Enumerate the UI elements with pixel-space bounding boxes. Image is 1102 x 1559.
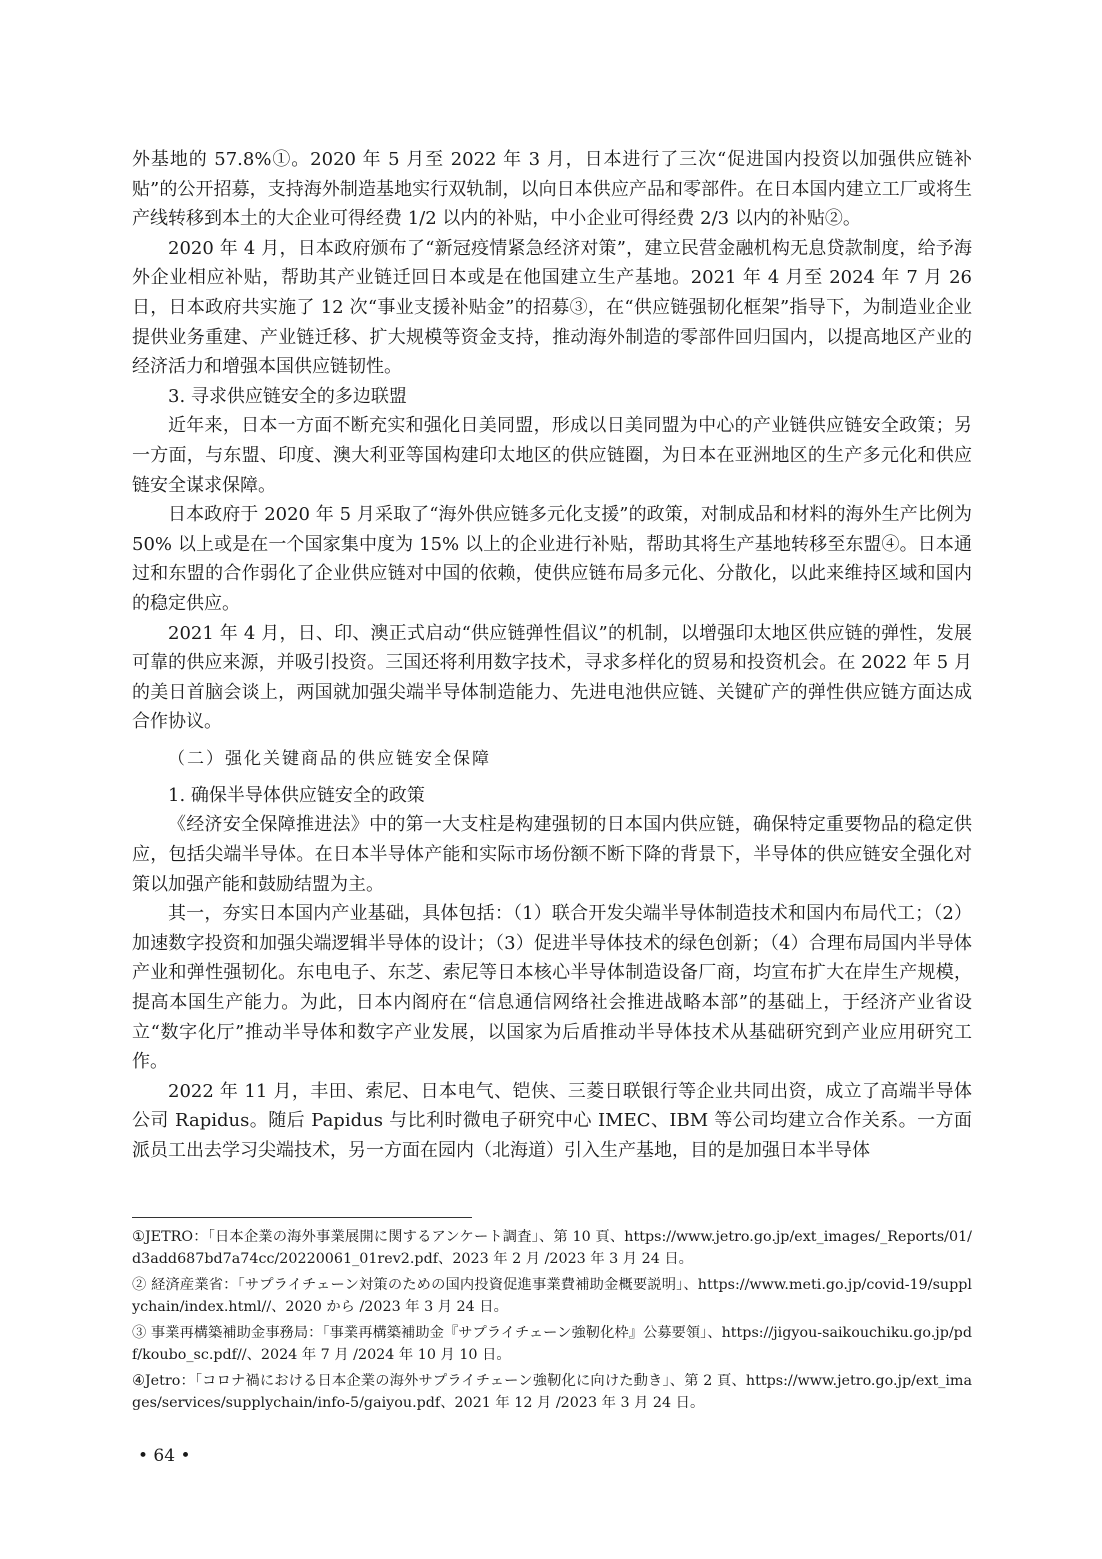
subheading: 3. 寻求供应链安全的多边联盟 bbox=[168, 385, 407, 407]
paragraph: 日本政府于 2020 年 5 月采取了“海外供应链多元化支援”的政策，对制成品和材料的海外生产比例为 50% 以上或是在一个国家集中度为 15% 以上的企业进行补贴，帮助其将生产基地转移至东盟④。日本通过和东盟的合作弱化了企业供应链对中国的依赖，使供应链布局多元化、分散化，以此来维持区域和国内的稳定供应。 bbox=[132, 504, 972, 614]
paragraph: 近年来，日本一方面不断充实和强化日美同盟，形成以日美同盟为中心的产业链供应链安全政策；另一方面，与东盟、印度、澳大利亚等国构建印太地区的供应链圈，为日本在亚洲地区的生产多元化和供应链安全谋求保障。 bbox=[132, 415, 972, 496]
main-text bbox=[132, 145, 972, 1166]
paragraph: 2021 年 4 月，日、印、澳正式启动“供应链弹性倡议”的机制，以增强印太地区供应链的弹性，发展可靠的供应来源，并吸引投资。三国还将利用数字技术，寻求多样化的贸易和投资机会。在 2022 年 5 月的美日首脑会谈上，两国就加强尖端半导体制造能力、先进电池供应链、关键矿产的弹性供应链方面达成合作协议。 bbox=[132, 622, 972, 733]
paragraph: 2022 年 11 月，丰田、索尼、日本电气、铠侠、三菱日联银行等企业共同出资，成立了高端半导体公司 Rapidus。随后 Papidus 与比利时微电子研究中心 IMEC、IBM 等公司均建立合作关系。一方面派员工出去学习尖端技术，另一方面在园内（北海道）引入生产基地，目的是加强日本半导体 bbox=[132, 1080, 972, 1161]
footnote: ② 経済産業省：「サプライチェーン対策のための国内投資促進事業費補助金概要説明」、https://www.meti.go.jp/covid-19/supplychain/index.html//、2020 から /2023 年 3 月 24 日。 bbox=[132, 1277, 972, 1315]
paragraph: 2020 年 4 月，日本政府颁布了“新冠疫情紧急经济对策”，建立民营金融机构无息贷款制度，给予海外企业相应补贴，帮助其产业链迁回日本或是在他国建立生产基地。2021 年 4 月至 2024 年 7 月 26 日，日本政府共实施了 12 次“事业支援补贴金”的招募③，在“供应链强韧化框架”指导下，为制造业企业提供业务重建、产业链迁移、扩大规模等资金支持，推动海外制造的零部件回归国内，以提高地区产业的经济活力和增强本国供应链韧性。 bbox=[132, 237, 972, 378]
section-heading: （二）强化关键商品的供应链安全保障 bbox=[168, 748, 491, 769]
footnote: ④Jetro：「コロナ禍における日本企業の海外サプライチェーン強靭化に向けた動き」、第 2 頁、https://www.jetro.go.jp/ext_images/services/supplychain/info-5/gaiyou.pdf、2021 年 12 月 /2023 年 3 月 24 日。 bbox=[132, 1373, 972, 1411]
footnote-divider bbox=[132, 1217, 472, 1218]
footnotes bbox=[132, 1226, 972, 1418]
page-number: • 64 • bbox=[138, 1446, 191, 1466]
footnote: ①JETRO：「日本企業の海外事業展開に関するアンケート調査」、第 10 頁、https://www.jetro.go.jp/ext_images/_Reports/01/d3add687bd7a74cc/20220061_01rev2.pdf、2023 年 2 月 /2023 年 3 月 24 日。 bbox=[132, 1229, 972, 1267]
paragraph: 其一，夯实日本国内产业基础，具体包括：（1）联合开发尖端半导体制造技术和国内布局代工；（2）加速数字投资和加强尖端逻辑半导体的设计；（3）促进半导体技术的绿色创新；（4）合理布局国内半导体产业和弹性强韧化。东电电子、东芝、索尼等日本核心半导体制造设备厂商，均宣布扩大在岸生产规模，提高本国生产能力。为此，日本内阁府在“信息通信网络社会推进战略本部”的基础上，于经济产业省设立“数字化厅”推动半导体和数字产业发展，以国家为后盾推动半导体技术从基础研究到产业应用研究工作。 bbox=[132, 903, 972, 1073]
subheading: 1. 确保半导体供应链安全的政策 bbox=[168, 784, 425, 806]
paragraph: 《经济安全保障推进法》中的第一大支柱是构建强韧的日本国内供应链，确保特定重要物品的稳定供应，包括尖端半导体。在日本半导体产能和实际市场份额不断下降的背景下，半导体的供应链安全强化对策以加强产能和鼓励结盟为主。 bbox=[132, 814, 972, 895]
footnote: ③ 事業再構築補助金事務局：「事業再構築補助金『サプライチェーン強靭化枠』公募要領」、https://jigyou-saikouchiku.go.jp/pdf/koubo_sc.pdf//、2024 年 7 月 /2024 年 10 月 10 日。 bbox=[132, 1325, 972, 1363]
paragraph: 外基地的 57.8%①。2020 年 5 月至 2022 年 3 月，日本进行了三次“促进国内投资以加强供应链补贴”的公开招募，支持海外制造基地实行双轨制，以向日本供应产品和零部件。在日本国内建立工厂或将生产线转移到本土的大企业可得经费 1/2 以内的补贴，中小企业可得经费 2/3 以内的补贴②。 bbox=[132, 149, 972, 230]
